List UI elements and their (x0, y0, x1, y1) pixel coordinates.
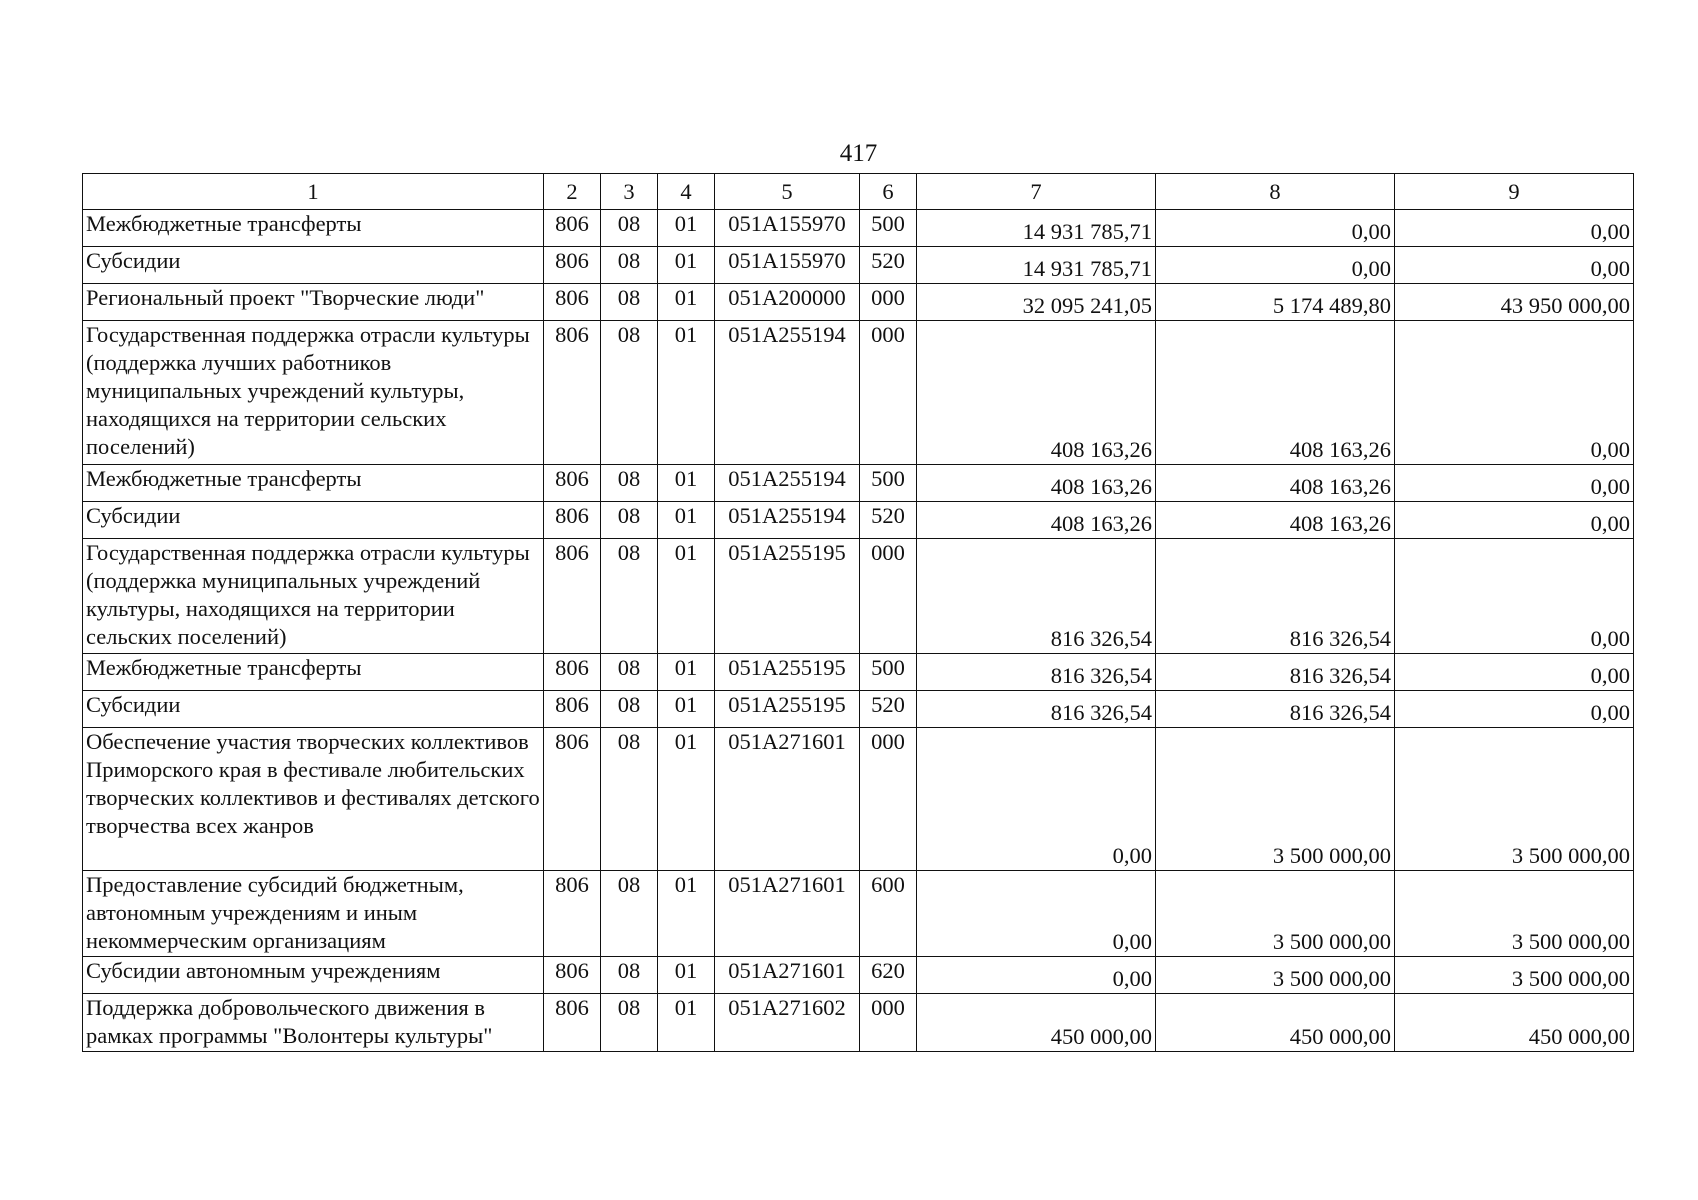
column-header: 6 (860, 174, 917, 210)
amount-cell: 0,00 (1395, 502, 1634, 539)
code-cell: 01 (658, 994, 715, 1052)
code-cell: 01 (658, 284, 715, 321)
table-row (83, 321, 1634, 465)
code-cell: 051A271601 (715, 728, 860, 871)
code-cell: 051A155970 (715, 247, 860, 284)
column-header: 1 (83, 174, 544, 210)
row-name: Межбюджетные трансферты (83, 210, 544, 247)
code-cell: 500 (860, 654, 917, 691)
amount-cell: 3 500 000,00 (1156, 871, 1395, 957)
code-cell: 01 (658, 539, 715, 654)
amount-cell: 3 500 000,00 (1395, 728, 1634, 871)
amount-cell: 0,00 (1395, 654, 1634, 691)
amount-cell: 816 326,54 (917, 654, 1156, 691)
code-cell: 806 (544, 691, 601, 728)
code-cell: 051A155970 (715, 210, 860, 247)
row-name: Региональный проект "Творческие люди" (83, 284, 544, 321)
code-cell: 000 (860, 284, 917, 321)
table-row (83, 210, 1634, 247)
code-cell: 000 (860, 539, 917, 654)
code-cell: 806 (544, 994, 601, 1052)
row-name: Предоставление субсидий бюджетным, автономным учреждениям и иным некоммерческим организациям (83, 871, 544, 957)
code-cell: 806 (544, 321, 601, 465)
amount-cell: 3 500 000,00 (1395, 871, 1634, 957)
amount-cell: 450 000,00 (1395, 994, 1634, 1052)
code-cell: 520 (860, 502, 917, 539)
code-cell: 806 (544, 284, 601, 321)
amount-cell: 0,00 (917, 871, 1156, 957)
code-cell: 01 (658, 465, 715, 502)
table-row (83, 728, 1634, 871)
row-name: Межбюджетные трансферты (83, 465, 544, 502)
amount-cell: 408 163,26 (917, 502, 1156, 539)
row-name: Субсидии (83, 691, 544, 728)
code-cell: 051A271602 (715, 994, 860, 1052)
code-cell: 01 (658, 691, 715, 728)
table-row (83, 654, 1634, 691)
table-row (83, 465, 1634, 502)
row-name: Субсидии (83, 502, 544, 539)
column-header: 4 (658, 174, 715, 210)
code-cell: 806 (544, 465, 601, 502)
table-row (83, 691, 1634, 728)
code-cell: 08 (601, 994, 658, 1052)
amount-cell: 450 000,00 (1156, 994, 1395, 1052)
row-name: Поддержка добровольческого движения в рамках программы "Волонтеры культуры" (83, 994, 544, 1052)
code-cell: 01 (658, 871, 715, 957)
amount-cell: 32 095 241,05 (917, 284, 1156, 321)
amount-cell: 0,00 (1395, 691, 1634, 728)
code-cell: 806 (544, 210, 601, 247)
code-cell: 051A255194 (715, 321, 860, 465)
amount-cell: 14 931 785,71 (917, 247, 1156, 284)
row-name: Государственная поддержка отрасли культуры (поддержка муниципальных учреждений культуры, находящихся на территории сельских поселений) (83, 539, 544, 654)
column-header: 9 (1395, 174, 1634, 210)
table-row (83, 284, 1634, 321)
code-cell: 01 (658, 321, 715, 465)
column-header: 8 (1156, 174, 1395, 210)
amount-cell: 0,00 (1395, 247, 1634, 284)
code-cell: 051A255195 (715, 691, 860, 728)
code-cell: 01 (658, 957, 715, 994)
amount-cell: 408 163,26 (1156, 502, 1395, 539)
code-cell: 08 (601, 957, 658, 994)
code-cell: 806 (544, 502, 601, 539)
row-name: Субсидии автономным учреждениям (83, 957, 544, 994)
code-cell: 051A255195 (715, 654, 860, 691)
code-cell: 01 (658, 728, 715, 871)
code-cell: 000 (860, 321, 917, 465)
amount-cell: 5 174 489,80 (1156, 284, 1395, 321)
amount-cell: 0,00 (1156, 247, 1395, 284)
amount-cell: 408 163,26 (1156, 321, 1395, 465)
code-cell: 08 (601, 502, 658, 539)
code-cell: 01 (658, 210, 715, 247)
page-number: 417 (839, 140, 878, 167)
code-cell: 500 (860, 465, 917, 502)
table-row (83, 871, 1634, 957)
amount-cell: 14 931 785,71 (917, 210, 1156, 247)
code-cell: 08 (601, 465, 658, 502)
amount-cell: 0,00 (1395, 210, 1634, 247)
code-cell: 051A255195 (715, 539, 860, 654)
row-name: Обеспечение участия творческих коллективов Приморского края в фестивале любительских творческих коллективов и фестивалях детского творчества всех жанров (83, 728, 544, 871)
amount-cell: 3 500 000,00 (1156, 728, 1395, 871)
code-cell: 08 (601, 539, 658, 654)
amount-cell: 3 500 000,00 (1156, 957, 1395, 994)
amount-cell: 816 326,54 (1156, 691, 1395, 728)
table-header-row (83, 174, 1634, 210)
code-cell: 08 (601, 654, 658, 691)
code-cell: 520 (860, 247, 917, 284)
code-cell: 051A271601 (715, 871, 860, 957)
code-cell: 08 (601, 210, 658, 247)
amount-cell: 816 326,54 (917, 539, 1156, 654)
column-header: 7 (917, 174, 1156, 210)
amount-cell: 450 000,00 (917, 994, 1156, 1052)
column-header: 5 (715, 174, 860, 210)
amount-cell: 816 326,54 (1156, 654, 1395, 691)
code-cell: 08 (601, 871, 658, 957)
amount-cell: 43 950 000,00 (1395, 284, 1634, 321)
table-row (83, 502, 1634, 539)
code-cell: 08 (601, 247, 658, 284)
amount-cell: 0,00 (1395, 321, 1634, 465)
amount-cell: 0,00 (1395, 465, 1634, 502)
code-cell: 000 (860, 994, 917, 1052)
code-cell: 01 (658, 247, 715, 284)
amount-cell: 408 163,26 (917, 321, 1156, 465)
code-cell: 520 (860, 691, 917, 728)
code-cell: 051A255194 (715, 502, 860, 539)
code-cell: 806 (544, 871, 601, 957)
amount-cell: 408 163,26 (917, 465, 1156, 502)
code-cell: 806 (544, 957, 601, 994)
code-cell: 08 (601, 691, 658, 728)
row-name: Субсидии (83, 247, 544, 284)
row-name: Государственная поддержка отрасли культуры (поддержка лучших работников муниципальных учреждений культуры, находящихся на территории сельских поселений) (83, 321, 544, 465)
code-cell: 806 (544, 728, 601, 871)
table-row (83, 539, 1634, 654)
row-name: Межбюджетные трансферты (83, 654, 544, 691)
amount-cell: 816 326,54 (1156, 539, 1395, 654)
amount-cell: 0,00 (1395, 539, 1634, 654)
code-cell: 500 (860, 210, 917, 247)
code-cell: 806 (544, 247, 601, 284)
code-cell: 08 (601, 284, 658, 321)
table-row (83, 994, 1634, 1052)
code-cell: 051A255194 (715, 465, 860, 502)
code-cell: 806 (544, 539, 601, 654)
code-cell: 01 (658, 654, 715, 691)
budget-table (82, 173, 1634, 1052)
column-header: 2 (544, 174, 601, 210)
code-cell: 000 (860, 728, 917, 871)
code-cell: 051A271601 (715, 957, 860, 994)
amount-cell: 0,00 (917, 728, 1156, 871)
amount-cell: 3 500 000,00 (1395, 957, 1634, 994)
code-cell: 620 (860, 957, 917, 994)
column-header: 3 (601, 174, 658, 210)
code-cell: 806 (544, 654, 601, 691)
amount-cell: 0,00 (1156, 210, 1395, 247)
code-cell: 01 (658, 502, 715, 539)
code-cell: 051A200000 (715, 284, 860, 321)
table-row (83, 247, 1634, 284)
code-cell: 600 (860, 871, 917, 957)
amount-cell: 816 326,54 (917, 691, 1156, 728)
code-cell: 08 (601, 321, 658, 465)
code-cell: 08 (601, 728, 658, 871)
amount-cell: 408 163,26 (1156, 465, 1395, 502)
amount-cell: 0,00 (917, 957, 1156, 994)
table-row (83, 957, 1634, 994)
